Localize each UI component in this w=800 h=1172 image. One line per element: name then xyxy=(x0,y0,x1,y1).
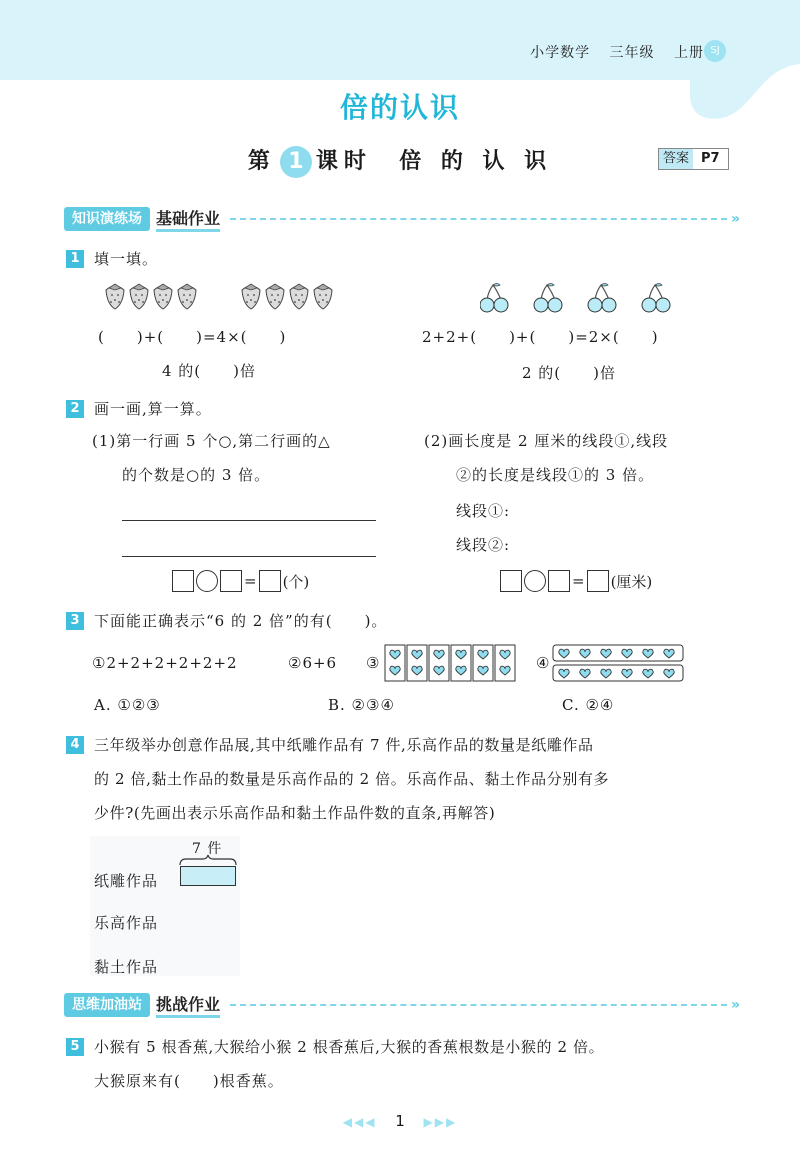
answer-label: 答案 xyxy=(659,149,693,169)
strawberries-illustration xyxy=(104,282,344,312)
q4-line3: 少件?(先画出表示乐高作品和黏土作品件数的直条,再解答) xyxy=(94,804,496,822)
question-number: 5 xyxy=(66,1038,84,1056)
row-paper-carving: 纸雕作品 xyxy=(94,872,159,890)
operator-circle[interactable] xyxy=(524,570,546,592)
question-number: 4 xyxy=(66,736,84,754)
double-chevron-icon: » xyxy=(730,997,740,1013)
q1-left-times[interactable]: 4 的( )倍 xyxy=(162,362,257,380)
q1-right-times[interactable]: 2 的( )倍 xyxy=(522,364,617,382)
right-arrows-icon: ▶▶▶ xyxy=(423,1115,458,1129)
q2-part2-line1: (2)画长度是 2 厘米的线段①,线段 xyxy=(424,432,669,450)
question-number: 2 xyxy=(66,400,84,418)
paper-carving-bar xyxy=(180,866,236,886)
drawing-line-2[interactable] xyxy=(122,556,376,557)
answer-page: P7 xyxy=(701,151,720,166)
q5-line1: 小猴有 5 根香蕉,大猴给小猴 2 根香蕉后,大猴的香蕉根数是小猴的 2 倍。 xyxy=(94,1038,605,1056)
answer-box[interactable] xyxy=(587,570,609,592)
lesson-number: 1 xyxy=(280,146,312,178)
segment2-label: 线段②: xyxy=(456,536,511,554)
q5-line2[interactable]: 大猴原来有( )根香蕉。 xyxy=(94,1072,284,1090)
unit-label: (个) xyxy=(282,572,310,591)
page-footer xyxy=(0,1112,800,1130)
q2-part2-equation[interactable] xyxy=(500,570,652,592)
row-lego: 乐高作品 xyxy=(94,914,159,932)
q4-line1: 三年级举办创意作品展,其中纸雕作品有 7 件,乐高作品的数量是纸雕作品 xyxy=(94,736,594,754)
section-basic xyxy=(64,206,740,232)
q3-choice-a[interactable]: A. ①②③ xyxy=(94,696,161,714)
subject-label: 小学数学 xyxy=(530,45,591,61)
q4-line2: 的 2 倍,黏土作品的数量是乐高作品的 2 倍。乐高作品、黏土作品分别有多 xyxy=(94,770,610,788)
unit-title: 倍的认识 xyxy=(339,91,460,124)
q1-left-equation[interactable]: ( )+( )=4×( ) xyxy=(98,328,287,346)
answer-box[interactable] xyxy=(500,570,522,592)
edition-badge: SJ xyxy=(704,40,726,62)
lesson-suffix: 课时 xyxy=(315,149,372,174)
q2-part2-line2: ②的长度是线段①的 3 倍。 xyxy=(456,466,655,484)
q3-option-4-label: ④ xyxy=(536,654,551,672)
q3-option-2: ②6+6 xyxy=(288,654,338,672)
section-name: 基础作业 xyxy=(156,206,220,232)
divider xyxy=(230,1004,727,1006)
row-clay: 黏土作品 xyxy=(94,958,159,976)
page-number: 1 xyxy=(395,1112,405,1130)
brace-icon xyxy=(178,854,238,866)
q1-right-equation[interactable]: 2+2+( )+( )=2×( ) xyxy=(422,328,659,346)
answer-box[interactable] xyxy=(548,570,570,592)
q2-part1-line1: (1)第一行画 5 个○,第二行画的△ xyxy=(92,432,331,450)
question-number: 1 xyxy=(66,250,84,268)
unit-label: (厘米) xyxy=(610,572,653,591)
left-arrows-icon: ◀◀◀ xyxy=(342,1115,377,1129)
equals-sign: = xyxy=(572,572,585,590)
lesson-prefix: 第 xyxy=(247,149,276,174)
answer-box[interactable] xyxy=(259,570,281,592)
lesson-name: 倍 的 认 识 xyxy=(399,149,553,174)
section-challenge xyxy=(64,992,740,1018)
drawing-line-1[interactable] xyxy=(122,520,376,521)
divider xyxy=(230,218,727,220)
q3-choice-c[interactable]: C. ②④ xyxy=(562,696,615,714)
q2-part1-equation[interactable] xyxy=(172,570,309,592)
hearts-grid-option-4 xyxy=(552,644,686,682)
section-name: 挑战作业 xyxy=(156,992,220,1018)
q3-option-3-label: ③ xyxy=(366,654,381,672)
section-tag: 知识演练场 xyxy=(64,207,150,231)
operator-circle[interactable] xyxy=(196,570,218,592)
double-chevron-icon: » xyxy=(730,211,740,227)
answer-ref[interactable] xyxy=(658,148,729,170)
bar-label-7: 7 件 xyxy=(192,841,223,857)
q1-prompt: 填一填。 xyxy=(94,250,159,268)
segment1-label: 线段①: xyxy=(456,502,511,520)
q2-part1-line2: 的个数是○的 3 倍。 xyxy=(122,466,271,484)
q3-choice-b[interactable]: B. ②③④ xyxy=(328,696,395,714)
q2-prompt: 画一画,算一算。 xyxy=(94,400,212,418)
equals-sign: = xyxy=(244,572,257,590)
section-tag: 思维加油站 xyxy=(64,993,150,1017)
q3-prompt[interactable]: 下面能正确表示“6 的 2 倍”的有( )。 xyxy=(94,612,388,630)
answer-box[interactable] xyxy=(220,570,242,592)
hearts-grid-option-3 xyxy=(384,644,520,682)
volume-label: 上册 xyxy=(674,45,704,61)
cherries-illustration xyxy=(480,282,676,314)
grade-label: 三年级 xyxy=(609,45,655,61)
header-info xyxy=(516,42,704,62)
answer-box[interactable] xyxy=(172,570,194,592)
q3-option-1: ①2+2+2+2+2+2 xyxy=(92,654,238,672)
question-number: 3 xyxy=(66,612,84,630)
